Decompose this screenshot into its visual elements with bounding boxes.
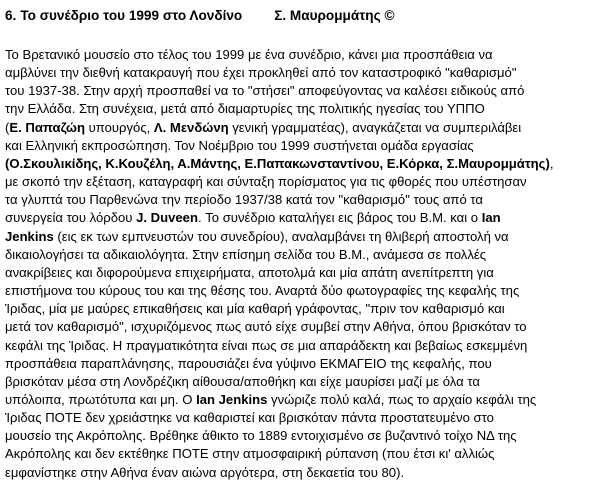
text-run: μετά τον καθαρισμό", ισχυριζόμενος πως αυτό είχε συμβεί στην Αθήνα, όπου βρισκόταν το <box>5 319 527 335</box>
article-heading <box>5 7 602 25</box>
article-line <box>5 318 602 336</box>
text-run: δικαιολογήσει τα αδικαιολόγητα. Στην επίσημη σελίδα του Β.Μ., ανάμεσα σε πολλές <box>5 246 487 262</box>
text-run: επιστήμονα του κύρους του και της θέσης του. Αναρτά δύο φωτογραφίες της κεφαλής της <box>5 283 520 299</box>
article-line <box>5 300 602 318</box>
text-run: προσπάθεια παραπλάνησης, παρουσιάζει ένα γύψινο ΕΚΜΑΓΕΙΟ της κεφαλής, που <box>5 355 492 371</box>
article-line <box>5 409 602 427</box>
text-run: συνεργεία του λόρδου <box>5 210 137 226</box>
bold-text-run: (Ο.Σκουλικίδης, Κ.Κουζέλη, Α.Μάντης, Ε.Παπακωνσταντίνου, Ε.Κόρκα, Σ.Μαυρομμάτης) <box>5 155 550 171</box>
text-run: τα γλυπτά του Παρθενώνα την περίοδο 1937/38 κατά τον "καθαρισμό" τους από τα <box>5 192 483 208</box>
article-line <box>5 191 602 209</box>
article-line <box>5 46 602 64</box>
article-line <box>5 119 602 137</box>
text-run: του 1937-38. Στην αρχή προσπαθεί να το "στήσει" αποφεύγοντας να καλέσει ειδικούς από <box>5 83 525 99</box>
article-line <box>5 391 602 409</box>
text-run: Ακρόπολης και δεν εκτέθηκε ΠΟΤΕ στην ατμοσφαιρική ρύπανση (που έτσι κι' αλλιώς <box>5 446 495 462</box>
article-line <box>5 155 602 173</box>
article-body <box>5 46 602 482</box>
bold-text-run: Ε. Παπαζώη <box>9 119 85 135</box>
bold-text-run: Λ. Μενδώνη <box>153 119 229 135</box>
text-run: Το Βρετανικό μουσείο στο τέλος του 1999 με ένα συνέδριο, κάνει μια προσπάθεια να <box>5 47 493 62</box>
article-line <box>5 228 602 246</box>
text-run: . Το συνέδριο καταλήγει εις βάρος του Β.Μ. και ο <box>197 210 482 226</box>
article-line <box>5 137 602 155</box>
text-run: κεφάλι της Ίριδας. Η πραγματικότητα είναι πως σε μια απαράδεκτη και βεβαίως εσκεμμένη <box>5 337 528 353</box>
text-run: γνώριζε πολύ καλά, πως το αρχαίο κεφάλι της <box>267 391 537 407</box>
article-line <box>5 64 602 82</box>
article-line <box>5 427 602 445</box>
article-line <box>5 264 602 282</box>
article-line <box>5 373 602 391</box>
text-run: ( <box>5 119 10 135</box>
article-line <box>5 355 602 373</box>
text-run: την Ελλάδα. Στη συνέχεια, μετά από διαμαρτυρίες της πολιτικής ηγεσίας του ΥΠΠΟ <box>5 101 485 117</box>
bold-text-run: Ian Jenkins <box>196 391 268 407</box>
article-line <box>5 464 602 482</box>
bold-text-run: J. Duveen <box>136 210 198 226</box>
article-line <box>5 82 602 100</box>
article-line <box>5 100 602 118</box>
text-run: ανακρίβειες και διφορούμενα επιχειρήματα, αποτολμά και μία απάτη ανεπίτρεπτη για <box>5 264 494 280</box>
text-run: Ίριδας, μία με μαύρες επικαθήσεις και μία καθαρή γράφοντας, "πριν τον καθαρισμό και <box>5 301 505 317</box>
article-line <box>5 445 602 463</box>
text-run: εμφανίστηκε στην Αθήνα έναν αιώνα αργότερα, στη δεκαετία του 80). <box>5 464 405 480</box>
text-run: βρισκόταν μέσα στη Λονδρέζικη αίθουσα/αποθήκη και είχε μαυρίσει μαζί με όλα τα <box>5 373 480 389</box>
text-run: αμβλύνει την διεθνή κατακραυγή που έχει προκληθεί από τον καταστροφικό "καθαρισμό" <box>5 65 517 81</box>
text-run: υπόλοιπα, πρωτότυπα και μη. Ο <box>5 391 197 407</box>
section-number: 6. <box>5 8 17 23</box>
article-line <box>5 173 602 191</box>
text-run: υπουργός, <box>84 119 154 135</box>
article-line <box>5 337 602 355</box>
text-run: Ίριδας ΠΟΤΕ δεν χρειάστηκε να καθαριστεί και βρισκόταν πάντα προστατευμένο στο <box>5 410 494 426</box>
bold-text-run: Jenkins <box>5 228 54 244</box>
text-run: (εις εκ των εμπνευστών του συνεδρίου), αναλαμβάνει τη θλιβερή αποστολή να <box>53 228 509 244</box>
text-run: , <box>549 155 554 171</box>
article-line <box>5 209 602 227</box>
text-run: μουσείο της Ακρόπολης. Βρέθηκε άθικτο το 1889 εντοιχισμένο σε βυζαντινό τοίχο ΝΔ της <box>5 428 517 444</box>
article-line <box>5 282 602 300</box>
text-run: και Ελληνική εκπροσώπηση. Τον Νοέμβριο του 1999 συστήνεται ομάδα εργασίας <box>5 137 474 153</box>
article-line <box>5 246 602 264</box>
bold-text-run: Ian <box>481 210 501 226</box>
article-title: Το συνέδριο του 1999 στο Λονδίνο <box>20 8 243 23</box>
text-run: γενική γραμματέας), αναγκάζεται να συμπεριλάβει <box>228 119 522 135</box>
text-run: με σκοπό την εξέταση, καταγραφή και σύνταξη πορίσματος για τις φθορές που υπέστησαν <box>5 174 527 190</box>
author-credit: Σ. Μαυρομμάτης © <box>274 8 395 23</box>
